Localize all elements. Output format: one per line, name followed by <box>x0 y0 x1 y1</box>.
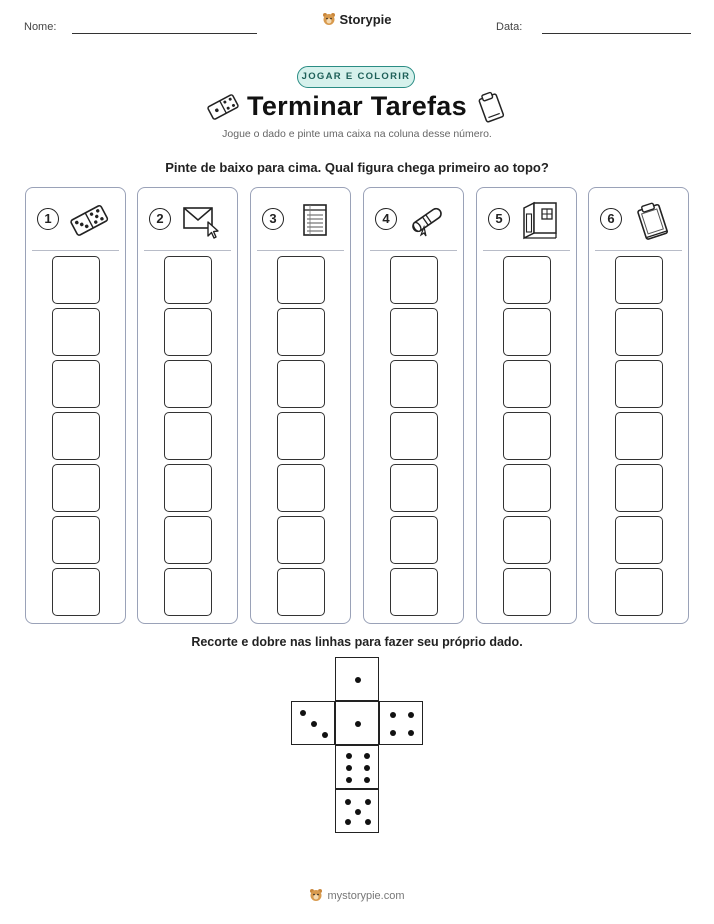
subtitle: Jogue o dado e pinte uma caixa na coluna desse número. <box>222 128 492 140</box>
column-number: 4 <box>375 208 397 230</box>
die-pip <box>364 753 370 759</box>
color-box[interactable] <box>390 360 438 408</box>
color-box[interactable] <box>503 308 551 356</box>
column-divider <box>144 250 231 251</box>
color-box[interactable] <box>503 516 551 564</box>
color-box[interactable] <box>277 308 325 356</box>
color-box[interactable] <box>277 464 325 512</box>
column-divider <box>257 250 344 251</box>
color-box[interactable] <box>390 308 438 356</box>
die-face-5 <box>335 789 379 833</box>
die-face-1 <box>335 657 379 701</box>
column-number: 2 <box>149 208 171 230</box>
die-pip <box>355 677 361 683</box>
die-pip <box>365 799 371 805</box>
color-box[interactable] <box>164 308 212 356</box>
color-box[interactable] <box>503 360 551 408</box>
color-box[interactable] <box>164 256 212 304</box>
column-2 <box>137 187 238 624</box>
die-pip <box>408 712 414 718</box>
footer <box>0 888 714 902</box>
die-pip <box>355 809 361 815</box>
column-5 <box>476 187 577 624</box>
color-box[interactable] <box>503 568 551 616</box>
notepad-icon <box>294 200 334 240</box>
column-divider <box>370 250 457 251</box>
color-box[interactable] <box>390 516 438 564</box>
color-box[interactable] <box>277 256 325 304</box>
color-box[interactable] <box>164 568 212 616</box>
die-pip <box>346 765 352 771</box>
color-box[interactable] <box>615 256 663 304</box>
column-6 <box>588 187 689 624</box>
brand-name: Storypie <box>339 12 392 27</box>
color-box[interactable] <box>277 516 325 564</box>
die-pip <box>364 765 370 771</box>
die-pip <box>345 819 351 825</box>
color-box[interactable] <box>52 360 100 408</box>
name-line[interactable] <box>72 33 257 34</box>
color-box[interactable] <box>164 516 212 564</box>
color-box[interactable] <box>164 360 212 408</box>
die-pip <box>300 710 306 716</box>
color-box[interactable] <box>52 308 100 356</box>
color-box[interactable] <box>52 412 100 460</box>
die-pip <box>355 721 361 727</box>
column-3 <box>250 187 351 624</box>
color-box[interactable] <box>164 464 212 512</box>
color-box[interactable] <box>615 464 663 512</box>
column-divider <box>483 250 570 251</box>
color-box[interactable] <box>277 360 325 408</box>
color-box[interactable] <box>503 412 551 460</box>
color-box[interactable] <box>52 464 100 512</box>
die-pip <box>346 777 352 783</box>
column-4 <box>363 187 464 624</box>
room-icon <box>520 200 560 240</box>
bear-footer-icon <box>309 888 323 902</box>
clipboard-icon <box>632 200 672 240</box>
die-pip <box>346 753 352 759</box>
die-pip <box>365 819 371 825</box>
diploma-scroll-icon <box>407 200 447 240</box>
die-pip <box>390 712 396 718</box>
die-pip <box>311 721 317 727</box>
column-number: 1 <box>37 208 59 230</box>
color-box[interactable] <box>52 516 100 564</box>
color-box[interactable] <box>164 412 212 460</box>
die-pip <box>322 732 328 738</box>
activity-tag: JOGAR E COLORIR <box>297 66 415 88</box>
color-box[interactable] <box>390 412 438 460</box>
column-1 <box>25 187 126 624</box>
color-box[interactable] <box>615 412 663 460</box>
color-box[interactable] <box>615 308 663 356</box>
column-divider <box>595 250 682 251</box>
color-box[interactable] <box>52 256 100 304</box>
die-pip <box>390 730 396 736</box>
die-pip <box>345 799 351 805</box>
column-number: 3 <box>262 208 284 230</box>
die-pip <box>408 730 414 736</box>
color-box[interactable] <box>615 516 663 564</box>
die-face-6 <box>335 745 379 789</box>
date-label: Data: <box>496 21 523 33</box>
die-face-1 <box>335 701 379 745</box>
name-label: Nome: <box>24 21 57 33</box>
email-icon <box>181 200 221 240</box>
color-box[interactable] <box>52 568 100 616</box>
color-box[interactable] <box>277 412 325 460</box>
bear-logo-icon <box>322 12 336 26</box>
color-box[interactable] <box>503 256 551 304</box>
color-box[interactable] <box>390 464 438 512</box>
column-number: 6 <box>600 208 622 230</box>
die-pip <box>364 777 370 783</box>
color-box[interactable] <box>615 568 663 616</box>
page-title: Terminar Tarefas <box>247 91 467 121</box>
brand-logo <box>0 12 714 27</box>
column-number: 5 <box>488 208 510 230</box>
color-box[interactable] <box>503 464 551 512</box>
footer-url: mystorypie.com <box>327 890 405 902</box>
color-box[interactable] <box>615 360 663 408</box>
color-box[interactable] <box>277 568 325 616</box>
instruction: Pinte de baixo para cima. Qual figura chega primeiro ao topo? <box>165 160 549 175</box>
clipboard-icon <box>476 90 506 124</box>
die-face-4 <box>379 701 423 745</box>
color-box[interactable] <box>390 256 438 304</box>
color-box[interactable] <box>390 568 438 616</box>
cutout-instruction: Recorte e dobre nas linhas para fazer seu próprio dado. <box>191 635 523 649</box>
date-line[interactable] <box>542 33 691 34</box>
die-face-3 <box>291 701 335 745</box>
domino-icon <box>69 200 109 240</box>
column-divider <box>32 250 119 251</box>
